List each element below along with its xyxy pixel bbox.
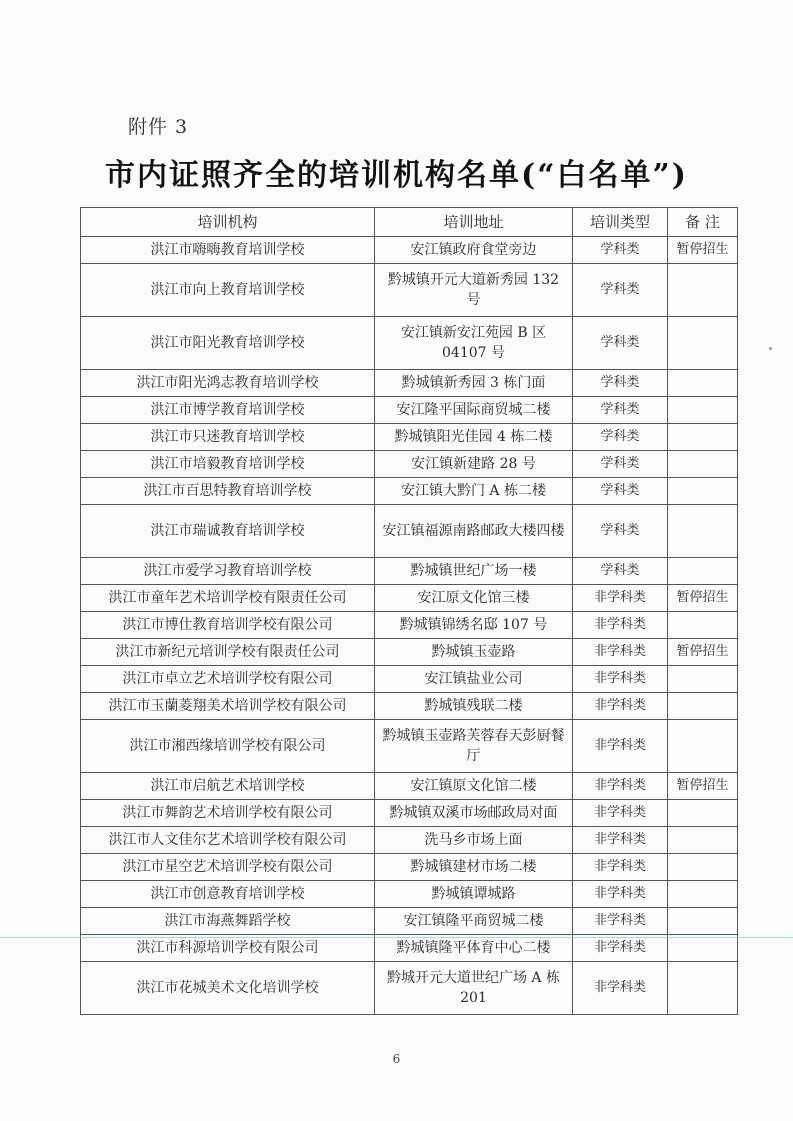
table-row	[81, 935, 738, 962]
cell-type: 非学科类	[573, 908, 668, 935]
table-row	[81, 827, 738, 854]
header-institution: 培训机构	[81, 208, 375, 237]
cell-address: 黔城镇阳光佳园 4 栋二楼	[375, 424, 573, 451]
cell-institution: 洪江市星空艺术培训学校有限公司	[81, 854, 375, 881]
cell-type: 非学科类	[573, 773, 668, 800]
table-row	[81, 962, 738, 1015]
table-row	[81, 773, 738, 800]
table-row	[81, 854, 738, 881]
cell-note	[668, 451, 738, 478]
table-row	[81, 585, 738, 612]
cell-note	[668, 558, 738, 585]
cell-institution: 洪江市舞韵艺术培训学校有限公司	[81, 800, 375, 827]
cell-address: 黔城镇开元大道新秀园 132 号	[375, 264, 573, 317]
cell-type: 学科类	[573, 505, 668, 558]
table-row	[81, 237, 738, 264]
cell-institution: 洪江市爱学习教育培训学校	[81, 558, 375, 585]
table-row	[81, 424, 738, 451]
cell-institution: 洪江市创意教育培训学校	[81, 881, 375, 908]
cell-address: 安江镇新安江苑园 B 区 04107 号	[375, 317, 573, 370]
table-row	[81, 451, 738, 478]
cell-address: 黔城镇世纪广场一楼	[375, 558, 573, 585]
cell-type: 非学科类	[573, 639, 668, 666]
cell-note	[668, 800, 738, 827]
cell-type: 学科类	[573, 424, 668, 451]
whitelist-table-container	[80, 207, 737, 1015]
cell-address: 黔城开元大道世纪广场 A 栋 201	[375, 962, 573, 1015]
cell-note	[668, 827, 738, 854]
cell-type: 学科类	[573, 264, 668, 317]
cell-institution: 洪江市海燕舞蹈学校	[81, 908, 375, 935]
cell-note: 暂停招生	[668, 585, 738, 612]
cell-address: 安江镇福源南路邮政大楼四楼	[375, 505, 573, 558]
cell-institution: 洪江市阳光教育培训学校	[81, 317, 375, 370]
cell-institution: 洪江市玉蘭菱翔美术培训学校有限公司	[81, 693, 375, 720]
cell-institution: 洪江市花城美术文化培训学校	[81, 962, 375, 1015]
cell-institution: 洪江市科源培训学校有限公司	[81, 935, 375, 962]
cell-institution: 洪江市湘西缘培训学校有限公司	[81, 720, 375, 773]
header-type: 培训类型	[573, 208, 668, 237]
table-row	[81, 370, 738, 397]
cell-note	[668, 935, 738, 962]
cell-type: 学科类	[573, 237, 668, 264]
cell-address: 安江镇原文化馆二楼	[375, 773, 573, 800]
cell-note: 暂停招生	[668, 639, 738, 666]
cell-note	[668, 424, 738, 451]
page-number: 6	[392, 1052, 401, 1066]
cell-institution: 洪江市向上教育培训学校	[81, 264, 375, 317]
table-row	[81, 666, 738, 693]
cell-address: 洗马乡市场上面	[375, 827, 573, 854]
cell-address: 安江镇隆平商贸城二楼	[375, 908, 573, 935]
cell-note	[668, 666, 738, 693]
cell-type: 学科类	[573, 317, 668, 370]
cell-institution: 洪江市新纪元培训学校有限责任公司	[81, 639, 375, 666]
table-row	[81, 908, 738, 935]
cell-institution: 洪江市百思特教育培训学校	[81, 478, 375, 505]
cell-institution: 洪江市童年艺术培训学校有限责任公司	[81, 585, 375, 612]
cell-address: 黔城镇谭城路	[375, 881, 573, 908]
cell-note	[668, 505, 738, 558]
table-header-row	[81, 208, 738, 237]
cell-type: 非学科类	[573, 962, 668, 1015]
cell-institution: 洪江市嗨嗨教育培训学校	[81, 237, 375, 264]
cell-address: 安江镇盐业公司	[375, 666, 573, 693]
cell-note	[668, 397, 738, 424]
cell-note	[668, 264, 738, 317]
cell-address: 安江镇政府食堂旁边	[375, 237, 573, 264]
cell-type: 非学科类	[573, 881, 668, 908]
whitelist-table	[80, 207, 738, 1015]
scan-artifact-line	[0, 937, 793, 938]
cell-note: 暂停招生	[668, 773, 738, 800]
cell-note: 暂停招生	[668, 237, 738, 264]
cell-institution: 洪江市启航艺术培训学校	[81, 773, 375, 800]
table-row	[81, 720, 738, 773]
cell-institution: 洪江市瑞诚教育培训学校	[81, 505, 375, 558]
cell-type: 学科类	[573, 397, 668, 424]
cell-type: 学科类	[573, 558, 668, 585]
cell-address: 黔城镇新秀园 3 栋门面	[375, 370, 573, 397]
cell-institution: 洪江市人文佳尔艺术培训学校有限公司	[81, 827, 375, 854]
cell-note	[668, 962, 738, 1015]
cell-type: 非学科类	[573, 612, 668, 639]
cell-address: 黔城镇隆平体育中心二楼	[375, 935, 573, 962]
attachment-label: 附件 3	[128, 116, 189, 138]
cell-institution: 洪江市阳光鸿志教育培训学校	[81, 370, 375, 397]
cell-type: 非学科类	[573, 854, 668, 881]
cell-address: 安江原文化馆三楼	[375, 585, 573, 612]
table-row	[81, 639, 738, 666]
table-body	[81, 237, 738, 1015]
cell-note	[668, 612, 738, 639]
header-note: 备 注	[668, 208, 738, 237]
cell-institution: 洪江市只迷教育培训学校	[81, 424, 375, 451]
cell-address: 安江隆平国际商贸城二楼	[375, 397, 573, 424]
cell-institution: 洪江市博仕教育培训学校有限公司	[81, 612, 375, 639]
cell-address: 黔城镇残联二楼	[375, 693, 573, 720]
cell-address: 黔城镇锦绣名邸 107 号	[375, 612, 573, 639]
cell-type: 非学科类	[573, 720, 668, 773]
cell-note	[668, 478, 738, 505]
cell-note	[668, 881, 738, 908]
cell-address: 黔城镇双溪市场邮政局对面	[375, 800, 573, 827]
table-row	[81, 558, 738, 585]
table-row	[81, 317, 738, 370]
cell-institution: 洪江市培毅教育培训学校	[81, 451, 375, 478]
cell-address: 安江镇新建路 28 号	[375, 451, 573, 478]
cell-institution: 洪江市博学教育培训学校	[81, 397, 375, 424]
table-row	[81, 612, 738, 639]
cell-note	[668, 370, 738, 397]
cell-address: 黔城镇玉壶路	[375, 639, 573, 666]
table-row	[81, 264, 738, 317]
table-row	[81, 505, 738, 558]
cell-note	[668, 908, 738, 935]
cell-type: 非学科类	[573, 935, 668, 962]
cell-type: 非学科类	[573, 666, 668, 693]
cell-type: 非学科类	[573, 693, 668, 720]
cell-type: 学科类	[573, 451, 668, 478]
cell-note	[668, 854, 738, 881]
cell-address: 黔城镇建材市场二楼	[375, 854, 573, 881]
cell-type: 非学科类	[573, 800, 668, 827]
cell-type: 非学科类	[573, 585, 668, 612]
cell-type: 学科类	[573, 478, 668, 505]
cell-note	[668, 317, 738, 370]
document-title: 市内证照齐全的培训机构名单(“白名单”)	[105, 158, 688, 193]
table-row	[81, 397, 738, 424]
cell-address: 安江镇大黔门 A 栋二楼	[375, 478, 573, 505]
header-address: 培训地址	[375, 208, 573, 237]
cell-type: 学科类	[573, 370, 668, 397]
cell-address: 黔城镇玉壶路芙蓉春天彭厨餐厅	[375, 720, 573, 773]
scan-speck	[769, 347, 772, 350]
table-row	[81, 478, 738, 505]
table-row	[81, 693, 738, 720]
cell-institution: 洪江市卓立艺术培训学校有限公司	[81, 666, 375, 693]
table-row	[81, 881, 738, 908]
cell-note	[668, 693, 738, 720]
table-row	[81, 800, 738, 827]
cell-note	[668, 720, 738, 773]
cell-type: 非学科类	[573, 827, 668, 854]
